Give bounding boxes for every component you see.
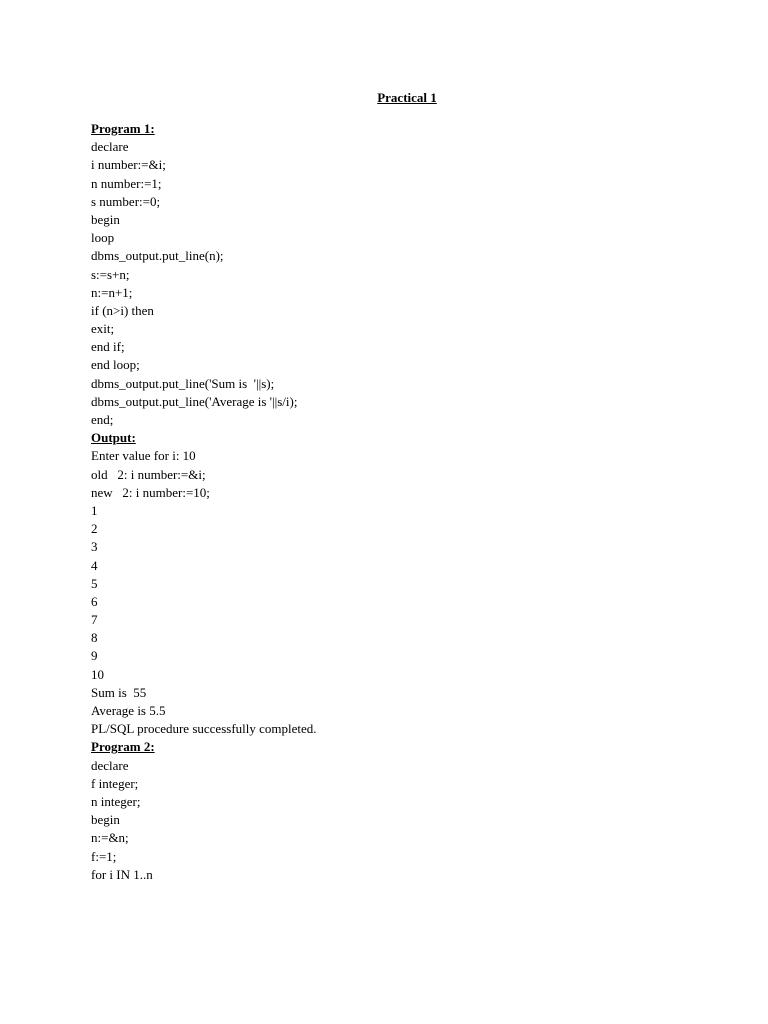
code-line: exit; bbox=[91, 321, 115, 337]
code-line: declare bbox=[91, 757, 129, 773]
code-line: s number:=0; bbox=[91, 193, 161, 209]
code-line: 1 bbox=[91, 502, 98, 518]
code-line: 10 bbox=[91, 666, 104, 682]
code-line: Sum is 55 bbox=[91, 684, 147, 700]
section-heading: Program 2: bbox=[91, 739, 155, 755]
code-line: end loop; bbox=[91, 357, 140, 373]
page-title: Practical 1 bbox=[377, 90, 437, 105]
code-line: Average is 5.5 bbox=[91, 703, 166, 718]
code-line: 5 bbox=[91, 575, 98, 591]
code-line: 3 bbox=[91, 539, 98, 555]
code-line: 8 bbox=[91, 630, 98, 646]
code-line: for i IN 1..n bbox=[91, 866, 153, 882]
code-line: if (n>i) then bbox=[91, 302, 154, 318]
code-line: dbms_output.put_line('Sum is '||s); bbox=[91, 375, 275, 391]
code-line: n number:=1; bbox=[91, 175, 162, 191]
code-line: n:=n+1; bbox=[91, 284, 133, 300]
code-line: new 2: i number:=10; bbox=[91, 484, 210, 500]
code-line: i number:=&i; bbox=[91, 157, 166, 173]
code-line: dbms_output.put_line('Average is '||s/i); bbox=[91, 393, 298, 409]
code-line: 2 bbox=[91, 521, 98, 537]
code-line: 7 bbox=[91, 612, 98, 628]
code-line: dbms_output.put_line(n); bbox=[91, 248, 224, 264]
code-line: f integer; bbox=[91, 775, 139, 791]
code-line: loop bbox=[91, 230, 115, 246]
code-line: n:=&n; bbox=[91, 830, 129, 846]
code-line: begin bbox=[91, 812, 120, 828]
code-line: 6 bbox=[91, 593, 98, 609]
code-line: declare bbox=[91, 139, 129, 155]
code-line: Enter value for i: 10 bbox=[91, 448, 196, 464]
code-line: end if; bbox=[91, 339, 125, 355]
code-line: 4 bbox=[91, 557, 98, 573]
code-line: n integer; bbox=[91, 793, 141, 809]
code-line: PL/SQL procedure successfully completed. bbox=[91, 721, 317, 737]
document-body bbox=[91, 120, 731, 884]
code-line: 9 bbox=[91, 648, 98, 664]
code-line: old 2: i number:=&i; bbox=[91, 466, 206, 482]
code-line: s:=s+n; bbox=[91, 266, 130, 282]
section-heading: Output: bbox=[91, 430, 136, 446]
code-line: end; bbox=[91, 412, 114, 427]
code-line: f:=1; bbox=[91, 848, 117, 864]
code-line: begin bbox=[91, 211, 120, 227]
section-heading: Program 1: bbox=[91, 121, 155, 136]
